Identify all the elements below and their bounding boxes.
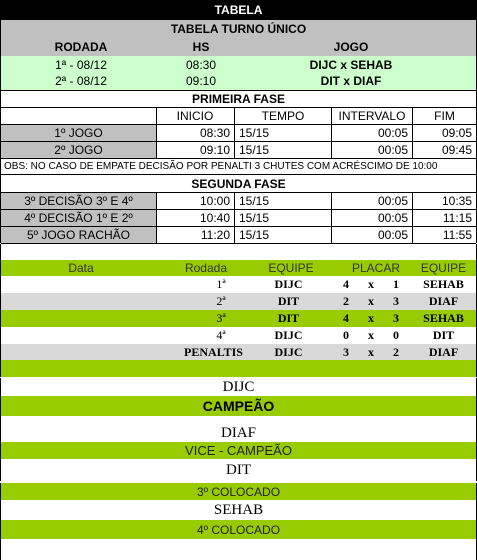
schedule-rows (0, 56, 477, 90)
results-table (0, 260, 477, 360)
result-row: 4ª DIJC 0 x 0 DIT (216, 328, 455, 342)
phase2-row: 5º JOGO RACHÃO 11:20 15/15 00:05 11:55 (1, 227, 476, 243)
col-jogo: JOGO (333, 40, 369, 54)
phase2-table (0, 175, 477, 243)
schedule-header (0, 20, 477, 56)
schedule-row: 1ª - 08/12 08:30 DIJC x SEHAB (55, 58, 393, 72)
phase1-table (0, 90, 477, 158)
sheet-title: TABELA (0, 0, 477, 20)
vice-team: DIAF (0, 424, 477, 442)
champion-label: CAMPEÃO (0, 396, 477, 416)
fourth-team: SEHAB (0, 500, 477, 520)
col-hs: HS (192, 40, 210, 54)
col-rodada: RODADA (54, 40, 108, 54)
third-label: 3º COLOCADO (0, 483, 477, 500)
third-team: DIT (0, 459, 477, 481)
result-row: PENALTIS DIJC 3 x 2 DIAF (1, 344, 476, 360)
phase1-columns: INICIO TEMPO INTERVALO FIM (176, 109, 455, 123)
phase2-title: SEGUNDA FASE (191, 176, 286, 191)
phase1-row: 2º JOGO 09:10 15/15 00:05 09:45 (1, 142, 476, 158)
result-row: 1ª DIJC 4 x 1 SEHAB (216, 277, 464, 291)
result-row: 2ª DIT 2 x 3 DIAF (1, 293, 476, 310)
phase1-row: 1º JOGO 08:30 15/15 00:05 09:05 (1, 125, 476, 141)
phase2-row: 3º DECISÃO 3º E 4º 10:00 15/15 00:05 10:35 (1, 193, 476, 209)
phase2-row: 4º DECISÃO 1º E 2º 10:40 15/15 00:05 11:15 (1, 210, 476, 226)
result-row: 3ª DIT 4 x 3 SEHAB (1, 310, 476, 327)
vice-label: VICE - CAMPEÃO (0, 442, 477, 459)
champion-team: DIJC (0, 378, 477, 396)
results-header: Data Rodada EQUIPE PLACAR EQUIPE (1, 260, 476, 276)
fourth-label: 4º COLOCADO (0, 520, 477, 539)
schedule-subtitle: TABELA TURNO ÚNICO (170, 22, 307, 36)
phase1-title: PRIMEIRA FASE (192, 92, 285, 106)
obs-note: OBS: NO CASO DE EMPATE DECISÃO POR PENALTI 3 CHUTES COM ACRÉSCIMO DE 10:00 (0, 158, 477, 175)
schedule-row: 2ª - 08/12 09:10 DIT x DIAF (55, 74, 382, 88)
